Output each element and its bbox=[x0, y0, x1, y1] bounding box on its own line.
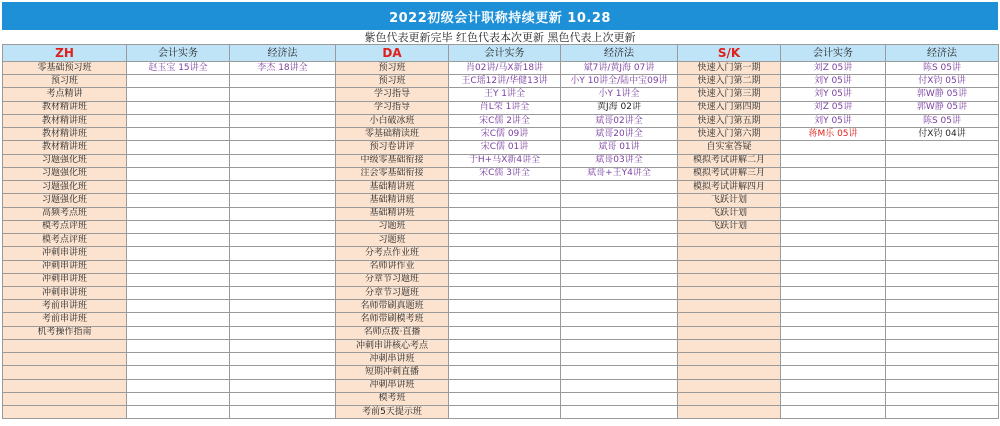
da-course-cell[interactable]: 分考点作业班 bbox=[336, 247, 449, 260]
sk-economic-law-cell[interactable] bbox=[886, 154, 999, 167]
zh-economic-law-cell[interactable] bbox=[230, 101, 336, 114]
zh-accounting-cell[interactable] bbox=[127, 141, 230, 154]
table-row bbox=[3, 220, 999, 233]
sk-economic-law-cell[interactable] bbox=[886, 353, 999, 366]
zh-accounting-cell[interactable] bbox=[127, 128, 230, 141]
sk-economic-law-cell[interactable] bbox=[886, 260, 999, 273]
zh-course-cell[interactable]: 冲刺串讲班 bbox=[3, 286, 127, 299]
zh-accounting-cell[interactable] bbox=[127, 101, 230, 114]
sk-accounting-cell[interactable]: 刘Y 05讲 bbox=[781, 88, 886, 101]
zh-economic-law-cell[interactable] bbox=[230, 392, 336, 405]
da-economic-law-cell[interactable] bbox=[561, 406, 678, 419]
zh-accounting-cell[interactable] bbox=[127, 313, 230, 326]
header-da-economic-law: 经济法 bbox=[561, 45, 678, 62]
color-legend: 紫色代表更新完毕 红色代表本次更新 黑色代表上次更新 bbox=[364, 31, 636, 44]
da-economic-law-cell[interactable] bbox=[561, 379, 678, 392]
zh-accounting-cell[interactable] bbox=[127, 234, 230, 247]
da-accounting-cell[interactable] bbox=[449, 339, 561, 352]
table-row bbox=[3, 141, 999, 154]
zh-economic-law-cell[interactable] bbox=[230, 326, 336, 339]
zh-accounting-cell[interactable]: 赵玉宝 15讲全 bbox=[127, 62, 230, 75]
da-accounting-cell[interactable] bbox=[449, 300, 561, 313]
da-accounting-cell[interactable] bbox=[449, 220, 561, 233]
sk-accounting-cell[interactable] bbox=[781, 207, 886, 220]
sk-course-cell[interactable]: 快速入门第五期 bbox=[678, 114, 781, 127]
da-course-cell[interactable]: 注会零基础衔接 bbox=[336, 167, 449, 180]
da-economic-law-cell[interactable] bbox=[561, 194, 678, 207]
da-economic-law-cell[interactable] bbox=[561, 207, 678, 220]
zh-accounting-cell[interactable] bbox=[127, 286, 230, 299]
table-row bbox=[3, 101, 999, 114]
table-row bbox=[3, 75, 999, 88]
da-accounting-cell[interactable] bbox=[449, 406, 561, 419]
da-economic-law-cell[interactable] bbox=[561, 300, 678, 313]
sk-course-cell[interactable] bbox=[678, 339, 781, 352]
da-course-cell[interactable]: 基础精讲班 bbox=[336, 207, 449, 220]
da-accounting-cell[interactable]: 肖02讲/马X新18讲 bbox=[449, 62, 561, 75]
da-economic-law-cell[interactable] bbox=[561, 392, 678, 405]
zh-accounting-cell[interactable] bbox=[127, 114, 230, 127]
sk-economic-law-cell[interactable] bbox=[886, 181, 999, 194]
da-course-cell[interactable]: 模考班 bbox=[336, 392, 449, 405]
zh-accounting-cell[interactable] bbox=[127, 300, 230, 313]
zh-economic-law-cell[interactable] bbox=[230, 154, 336, 167]
da-course-cell[interactable]: 基础精讲班 bbox=[336, 181, 449, 194]
sk-economic-law-cell[interactable] bbox=[886, 234, 999, 247]
zh-accounting-cell[interactable] bbox=[127, 194, 230, 207]
table-row bbox=[3, 247, 999, 260]
da-course-cell[interactable]: 名师讲作业 bbox=[336, 260, 449, 273]
sk-economic-law-cell[interactable]: 付X钧 05讲 bbox=[886, 75, 999, 88]
table-row bbox=[3, 114, 999, 127]
sk-accounting-cell[interactable] bbox=[781, 194, 886, 207]
zh-economic-law-cell[interactable] bbox=[230, 75, 336, 88]
da-economic-law-cell[interactable] bbox=[561, 339, 678, 352]
sk-course-cell[interactable] bbox=[678, 273, 781, 286]
sk-economic-law-cell[interactable] bbox=[886, 379, 999, 392]
da-accounting-cell[interactable] bbox=[449, 366, 561, 379]
zh-accounting-cell[interactable] bbox=[127, 88, 230, 101]
sk-economic-law-cell[interactable]: 郭W静 05讲 bbox=[886, 101, 999, 114]
da-economic-law-cell[interactable]: 小Y 1讲全 bbox=[561, 88, 678, 101]
da-course-cell[interactable]: 分章节习题班 bbox=[336, 273, 449, 286]
sk-accounting-cell[interactable] bbox=[781, 260, 886, 273]
header-sk-economic-law: 经济法 bbox=[886, 45, 999, 62]
table-row bbox=[3, 194, 999, 207]
da-course-cell[interactable]: 短期冲刺直播 bbox=[336, 366, 449, 379]
zh-course-cell[interactable]: 冲刺串讲班 bbox=[3, 260, 127, 273]
zh-economic-law-cell[interactable] bbox=[230, 114, 336, 127]
zh-course-cell[interactable]: 教材精讲班 bbox=[3, 128, 127, 141]
sk-accounting-cell[interactable] bbox=[781, 366, 886, 379]
da-accounting-cell[interactable] bbox=[449, 181, 561, 194]
da-accounting-cell[interactable]: 于H+马X新4讲全 bbox=[449, 154, 561, 167]
zh-course-cell[interactable]: 考点精讲 bbox=[3, 88, 127, 101]
table-row bbox=[3, 366, 999, 379]
da-economic-law-cell[interactable] bbox=[561, 234, 678, 247]
header-zh: ZH bbox=[3, 45, 127, 62]
sk-accounting-cell[interactable] bbox=[781, 339, 886, 352]
da-economic-law-cell[interactable]: 黄J海 02讲 bbox=[561, 101, 678, 114]
zh-economic-law-cell[interactable]: 李杰 18讲全 bbox=[230, 62, 336, 75]
zh-economic-law-cell[interactable] bbox=[230, 128, 336, 141]
zh-course-cell[interactable]: 模考点评班 bbox=[3, 220, 127, 233]
sk-course-cell[interactable] bbox=[678, 286, 781, 299]
zh-economic-law-cell[interactable] bbox=[230, 366, 336, 379]
da-economic-law-cell[interactable] bbox=[561, 313, 678, 326]
da-accounting-cell[interactable]: 肖L荣 1讲全 bbox=[449, 101, 561, 114]
sk-accounting-cell[interactable] bbox=[781, 220, 886, 233]
sk-economic-law-cell[interactable] bbox=[886, 313, 999, 326]
da-accounting-cell[interactable]: 宋C儒 3讲全 bbox=[449, 167, 561, 180]
da-economic-law-cell[interactable] bbox=[561, 286, 678, 299]
da-economic-law-cell[interactable] bbox=[561, 260, 678, 273]
zh-course-cell[interactable]: 预习班 bbox=[3, 75, 127, 88]
sk-economic-law-cell[interactable] bbox=[886, 247, 999, 260]
sk-economic-law-cell[interactable]: 郭W静 05讲 bbox=[886, 88, 999, 101]
sk-course-cell[interactable]: 飞跃计划 bbox=[678, 194, 781, 207]
sk-course-cell[interactable]: 快速入门第一期 bbox=[678, 62, 781, 75]
sk-course-cell[interactable] bbox=[678, 366, 781, 379]
zh-economic-law-cell[interactable] bbox=[230, 88, 336, 101]
sk-economic-law-cell[interactable]: 付X钧 04讲 bbox=[886, 128, 999, 141]
zh-course-cell[interactable]: 习题强化班 bbox=[3, 167, 127, 180]
sk-accounting-cell[interactable]: 刘Y 05讲 bbox=[781, 114, 886, 127]
sk-accounting-cell[interactable] bbox=[781, 167, 886, 180]
zh-accounting-cell[interactable] bbox=[127, 366, 230, 379]
sk-accounting-cell[interactable]: 刘Z 05讲 bbox=[781, 62, 886, 75]
sk-economic-law-cell[interactable] bbox=[886, 392, 999, 405]
da-accounting-cell[interactable]: 宋C儒 2讲全 bbox=[449, 114, 561, 127]
table-row bbox=[3, 88, 999, 101]
header-sk-accounting: 会计实务 bbox=[781, 45, 886, 62]
zh-accounting-cell[interactable] bbox=[127, 353, 230, 366]
sk-economic-law-cell[interactable] bbox=[886, 141, 999, 154]
da-economic-law-cell[interactable] bbox=[561, 366, 678, 379]
da-course-cell[interactable]: 名师带刷模考班 bbox=[336, 313, 449, 326]
da-course-cell[interactable]: 名师带刷真题班 bbox=[336, 300, 449, 313]
zh-course-cell[interactable] bbox=[3, 406, 127, 419]
zh-economic-law-cell[interactable] bbox=[230, 353, 336, 366]
zh-economic-law-cell[interactable] bbox=[230, 141, 336, 154]
zh-accounting-cell[interactable] bbox=[127, 273, 230, 286]
table-row bbox=[3, 181, 999, 194]
da-course-cell[interactable]: 习题班 bbox=[336, 220, 449, 233]
zh-economic-law-cell[interactable] bbox=[230, 194, 336, 207]
da-course-cell[interactable]: 小白破冰班 bbox=[336, 114, 449, 127]
zh-course-cell[interactable]: 教材精讲班 bbox=[3, 141, 127, 154]
da-economic-law-cell[interactable] bbox=[561, 220, 678, 233]
da-accounting-cell[interactable]: 王C瑶12讲/华健13讲 bbox=[449, 75, 561, 88]
zh-economic-law-cell[interactable] bbox=[230, 300, 336, 313]
zh-accounting-cell[interactable] bbox=[127, 167, 230, 180]
zh-course-cell[interactable] bbox=[3, 339, 127, 352]
da-accounting-cell[interactable] bbox=[449, 379, 561, 392]
sk-course-cell[interactable]: 模拟考试讲解二月 bbox=[678, 154, 781, 167]
sk-course-cell[interactable] bbox=[678, 379, 781, 392]
sk-course-cell[interactable]: 快速入门第四期 bbox=[678, 101, 781, 114]
sheet-title: 2022初级会计职称持续更新 10.28 bbox=[2, 2, 998, 30]
table-row bbox=[3, 260, 999, 273]
zh-course-cell[interactable]: 高频考点班 bbox=[3, 207, 127, 220]
da-course-cell[interactable]: 学习指导 bbox=[336, 101, 449, 114]
da-accounting-cell[interactable] bbox=[449, 353, 561, 366]
da-course-cell[interactable]: 冲刺串讲班 bbox=[336, 379, 449, 392]
da-course-cell[interactable]: 中级零基础衔接 bbox=[336, 154, 449, 167]
sk-course-cell[interactable] bbox=[678, 234, 781, 247]
sk-course-cell[interactable] bbox=[678, 406, 781, 419]
da-accounting-cell[interactable] bbox=[449, 194, 561, 207]
da-course-cell[interactable]: 冲刺串讲班 bbox=[336, 353, 449, 366]
zh-economic-law-cell[interactable] bbox=[230, 167, 336, 180]
da-accounting-cell[interactable] bbox=[449, 247, 561, 260]
table-row bbox=[3, 392, 999, 405]
sk-accounting-cell[interactable] bbox=[781, 234, 886, 247]
da-accounting-cell[interactable] bbox=[449, 326, 561, 339]
header-da-accounting: 会计实务 bbox=[449, 45, 561, 62]
da-course-cell[interactable]: 基础精讲班 bbox=[336, 194, 449, 207]
da-accounting-cell[interactable] bbox=[449, 392, 561, 405]
sk-course-cell[interactable]: 模拟考试讲解三月 bbox=[678, 167, 781, 180]
zh-accounting-cell[interactable] bbox=[127, 339, 230, 352]
da-accounting-cell[interactable] bbox=[449, 207, 561, 220]
zh-accounting-cell[interactable] bbox=[127, 406, 230, 419]
zh-accounting-cell[interactable] bbox=[127, 154, 230, 167]
header-da: DA bbox=[336, 45, 449, 62]
sk-accounting-cell[interactable]: 蒋M乐 05讲 bbox=[781, 128, 886, 141]
zh-economic-law-cell[interactable] bbox=[230, 406, 336, 419]
da-course-cell[interactable]: 考前5天提示班 bbox=[336, 406, 449, 419]
sk-economic-law-cell[interactable] bbox=[886, 366, 999, 379]
zh-accounting-cell[interactable] bbox=[127, 247, 230, 260]
sk-accounting-cell[interactable] bbox=[781, 181, 886, 194]
sk-economic-law-cell[interactable] bbox=[886, 326, 999, 339]
zh-economic-law-cell[interactable] bbox=[230, 379, 336, 392]
sk-course-cell[interactable] bbox=[678, 313, 781, 326]
sk-accounting-cell[interactable] bbox=[781, 247, 886, 260]
course-table bbox=[2, 44, 999, 419]
table-row bbox=[3, 273, 999, 286]
sk-accounting-cell[interactable] bbox=[781, 392, 886, 405]
zh-course-cell[interactable]: 考前串讲班 bbox=[3, 300, 127, 313]
table-row bbox=[3, 379, 999, 392]
zh-economic-law-cell[interactable] bbox=[230, 339, 336, 352]
table-row bbox=[3, 207, 999, 220]
zh-economic-law-cell[interactable] bbox=[230, 313, 336, 326]
table-row bbox=[3, 406, 999, 419]
zh-course-cell[interactable]: 冲刺串讲班 bbox=[3, 247, 127, 260]
da-economic-law-cell[interactable]: 斌哥20讲全 bbox=[561, 128, 678, 141]
table-row bbox=[3, 234, 999, 247]
sk-accounting-cell[interactable] bbox=[781, 141, 886, 154]
da-economic-law-cell[interactable]: 斌哥03讲全 bbox=[561, 154, 678, 167]
sk-course-cell[interactable]: 快速入门第三期 bbox=[678, 88, 781, 101]
da-economic-law-cell[interactable] bbox=[561, 273, 678, 286]
sk-economic-law-cell[interactable] bbox=[886, 194, 999, 207]
da-course-cell[interactable]: 预习班 bbox=[336, 75, 449, 88]
zh-accounting-cell[interactable] bbox=[127, 392, 230, 405]
sk-accounting-cell[interactable] bbox=[781, 273, 886, 286]
zh-course-cell[interactable]: 模考点评班 bbox=[3, 234, 127, 247]
da-course-cell[interactable]: 学习指导 bbox=[336, 88, 449, 101]
zh-course-cell[interactable]: 零基础预习班 bbox=[3, 62, 127, 75]
table-row bbox=[3, 286, 999, 299]
zh-course-cell[interactable] bbox=[3, 353, 127, 366]
da-economic-law-cell[interactable] bbox=[561, 247, 678, 260]
zh-economic-law-cell[interactable] bbox=[230, 247, 336, 260]
da-accounting-cell[interactable] bbox=[449, 234, 561, 247]
sk-accounting-cell[interactable] bbox=[781, 313, 886, 326]
da-economic-law-cell[interactable]: 小Y 10讲全/陆中宝09讲 bbox=[561, 75, 678, 88]
sk-course-cell[interactable] bbox=[678, 392, 781, 405]
sk-course-cell[interactable] bbox=[678, 247, 781, 260]
da-economic-law-cell[interactable] bbox=[561, 181, 678, 194]
zh-course-cell[interactable]: 习题强化班 bbox=[3, 154, 127, 167]
zh-course-cell[interactable] bbox=[3, 366, 127, 379]
zh-accounting-cell[interactable] bbox=[127, 326, 230, 339]
sk-course-cell[interactable] bbox=[678, 353, 781, 366]
da-economic-law-cell[interactable]: 斌哥+王Y4讲全 bbox=[561, 167, 678, 180]
sk-economic-law-cell[interactable] bbox=[886, 406, 999, 419]
zh-accounting-cell[interactable] bbox=[127, 207, 230, 220]
table-row bbox=[3, 128, 999, 141]
sk-economic-law-cell[interactable] bbox=[886, 167, 999, 180]
sk-course-cell[interactable] bbox=[678, 300, 781, 313]
sk-course-cell[interactable]: 快速入门第六期 bbox=[678, 128, 781, 141]
sk-course-cell[interactable]: 快速入门第二期 bbox=[678, 75, 781, 88]
zh-economic-law-cell[interactable] bbox=[230, 286, 336, 299]
sk-accounting-cell[interactable] bbox=[781, 406, 886, 419]
zh-economic-law-cell[interactable] bbox=[230, 207, 336, 220]
sk-economic-law-cell[interactable]: 陈S 05讲 bbox=[886, 114, 999, 127]
da-accounting-cell[interactable]: 宋C儒 01讲 bbox=[449, 141, 561, 154]
sk-course-cell[interactable]: 模拟考试讲解四月 bbox=[678, 181, 781, 194]
zh-course-cell[interactable]: 机考操作指南 bbox=[3, 326, 127, 339]
zh-accounting-cell[interactable] bbox=[127, 75, 230, 88]
da-economic-law-cell[interactable]: 斌7讲/黄J海 07讲 bbox=[561, 62, 678, 75]
zh-economic-law-cell[interactable] bbox=[230, 234, 336, 247]
zh-economic-law-cell[interactable] bbox=[230, 220, 336, 233]
zh-course-cell[interactable] bbox=[3, 392, 127, 405]
header-zh-accounting: 会计实务 bbox=[127, 45, 230, 62]
da-accounting-cell[interactable] bbox=[449, 313, 561, 326]
zh-course-cell[interactable] bbox=[3, 379, 127, 392]
da-course-cell[interactable]: 预习卷讲评 bbox=[336, 141, 449, 154]
sk-course-cell[interactable] bbox=[678, 260, 781, 273]
da-economic-law-cell[interactable] bbox=[561, 326, 678, 339]
zh-course-cell[interactable]: 习题强化班 bbox=[3, 194, 127, 207]
sk-course-cell[interactable]: 自实室答疑 bbox=[678, 141, 781, 154]
zh-course-cell[interactable]: 教材精讲班 bbox=[3, 101, 127, 114]
zh-course-cell[interactable]: 冲刺串讲班 bbox=[3, 273, 127, 286]
table-row bbox=[3, 62, 999, 75]
sk-course-cell[interactable]: 飞跃计划 bbox=[678, 220, 781, 233]
zh-economic-law-cell[interactable] bbox=[230, 181, 336, 194]
da-accounting-cell[interactable]: 宋C儒 09讲 bbox=[449, 128, 561, 141]
header-zh-economic-law: 经济法 bbox=[230, 45, 336, 62]
da-accounting-cell[interactable]: 王Y 1讲全 bbox=[449, 88, 561, 101]
header-sk: S/K bbox=[678, 45, 781, 62]
da-course-cell[interactable]: 名师点拨·直播 bbox=[336, 326, 449, 339]
sk-accounting-cell[interactable] bbox=[781, 300, 886, 313]
table-row bbox=[3, 300, 999, 313]
da-economic-law-cell[interactable]: 斌哥 01讲 bbox=[561, 141, 678, 154]
da-course-cell[interactable]: 冲刺串讲核心考点 bbox=[336, 339, 449, 352]
zh-course-cell[interactable]: 教材精讲班 bbox=[3, 114, 127, 127]
zh-accounting-cell[interactable] bbox=[127, 220, 230, 233]
sk-accounting-cell[interactable] bbox=[781, 154, 886, 167]
sk-accounting-cell[interactable] bbox=[781, 286, 886, 299]
zh-accounting-cell[interactable] bbox=[127, 379, 230, 392]
da-course-cell[interactable]: 分章节习题班 bbox=[336, 286, 449, 299]
da-accounting-cell[interactable] bbox=[449, 273, 561, 286]
da-economic-law-cell[interactable] bbox=[561, 353, 678, 366]
table-row bbox=[3, 326, 999, 339]
zh-accounting-cell[interactable] bbox=[127, 260, 230, 273]
table-row bbox=[3, 154, 999, 167]
sk-accounting-cell[interactable] bbox=[781, 379, 886, 392]
table-row bbox=[3, 339, 999, 352]
sk-accounting-cell[interactable] bbox=[781, 353, 886, 366]
table-row bbox=[3, 313, 999, 326]
da-accounting-cell[interactable] bbox=[449, 286, 561, 299]
sk-economic-law-cell[interactable] bbox=[886, 207, 999, 220]
zh-economic-law-cell[interactable] bbox=[230, 260, 336, 273]
sk-accounting-cell[interactable] bbox=[781, 326, 886, 339]
sk-accounting-cell[interactable]: 刘Z 05讲 bbox=[781, 101, 886, 114]
da-accounting-cell[interactable] bbox=[449, 260, 561, 273]
sk-economic-law-cell[interactable] bbox=[886, 286, 999, 299]
da-course-cell[interactable]: 预习班 bbox=[336, 62, 449, 75]
sk-course-cell[interactable] bbox=[678, 326, 781, 339]
header-row bbox=[3, 45, 999, 62]
sk-economic-law-cell[interactable] bbox=[886, 273, 999, 286]
sk-course-cell[interactable]: 飞跃计划 bbox=[678, 207, 781, 220]
zh-economic-law-cell[interactable] bbox=[230, 273, 336, 286]
table-body bbox=[3, 45, 999, 419]
table-row bbox=[3, 167, 999, 180]
zh-course-cell[interactable]: 考前串讲班 bbox=[3, 313, 127, 326]
da-economic-law-cell[interactable]: 斌哥02讲全 bbox=[561, 114, 678, 127]
da-course-cell[interactable]: 零基础精读班 bbox=[336, 128, 449, 141]
sk-economic-law-cell[interactable] bbox=[886, 339, 999, 352]
table-row bbox=[3, 353, 999, 366]
sk-economic-law-cell[interactable]: 陈S 05讲 bbox=[886, 62, 999, 75]
zh-course-cell[interactable]: 习题强化班 bbox=[3, 181, 127, 194]
zh-accounting-cell[interactable] bbox=[127, 181, 230, 194]
sk-economic-law-cell[interactable] bbox=[886, 220, 999, 233]
da-course-cell[interactable]: 习题班 bbox=[336, 234, 449, 247]
sk-accounting-cell[interactable]: 刘Y 05讲 bbox=[781, 75, 886, 88]
sk-economic-law-cell[interactable] bbox=[886, 300, 999, 313]
